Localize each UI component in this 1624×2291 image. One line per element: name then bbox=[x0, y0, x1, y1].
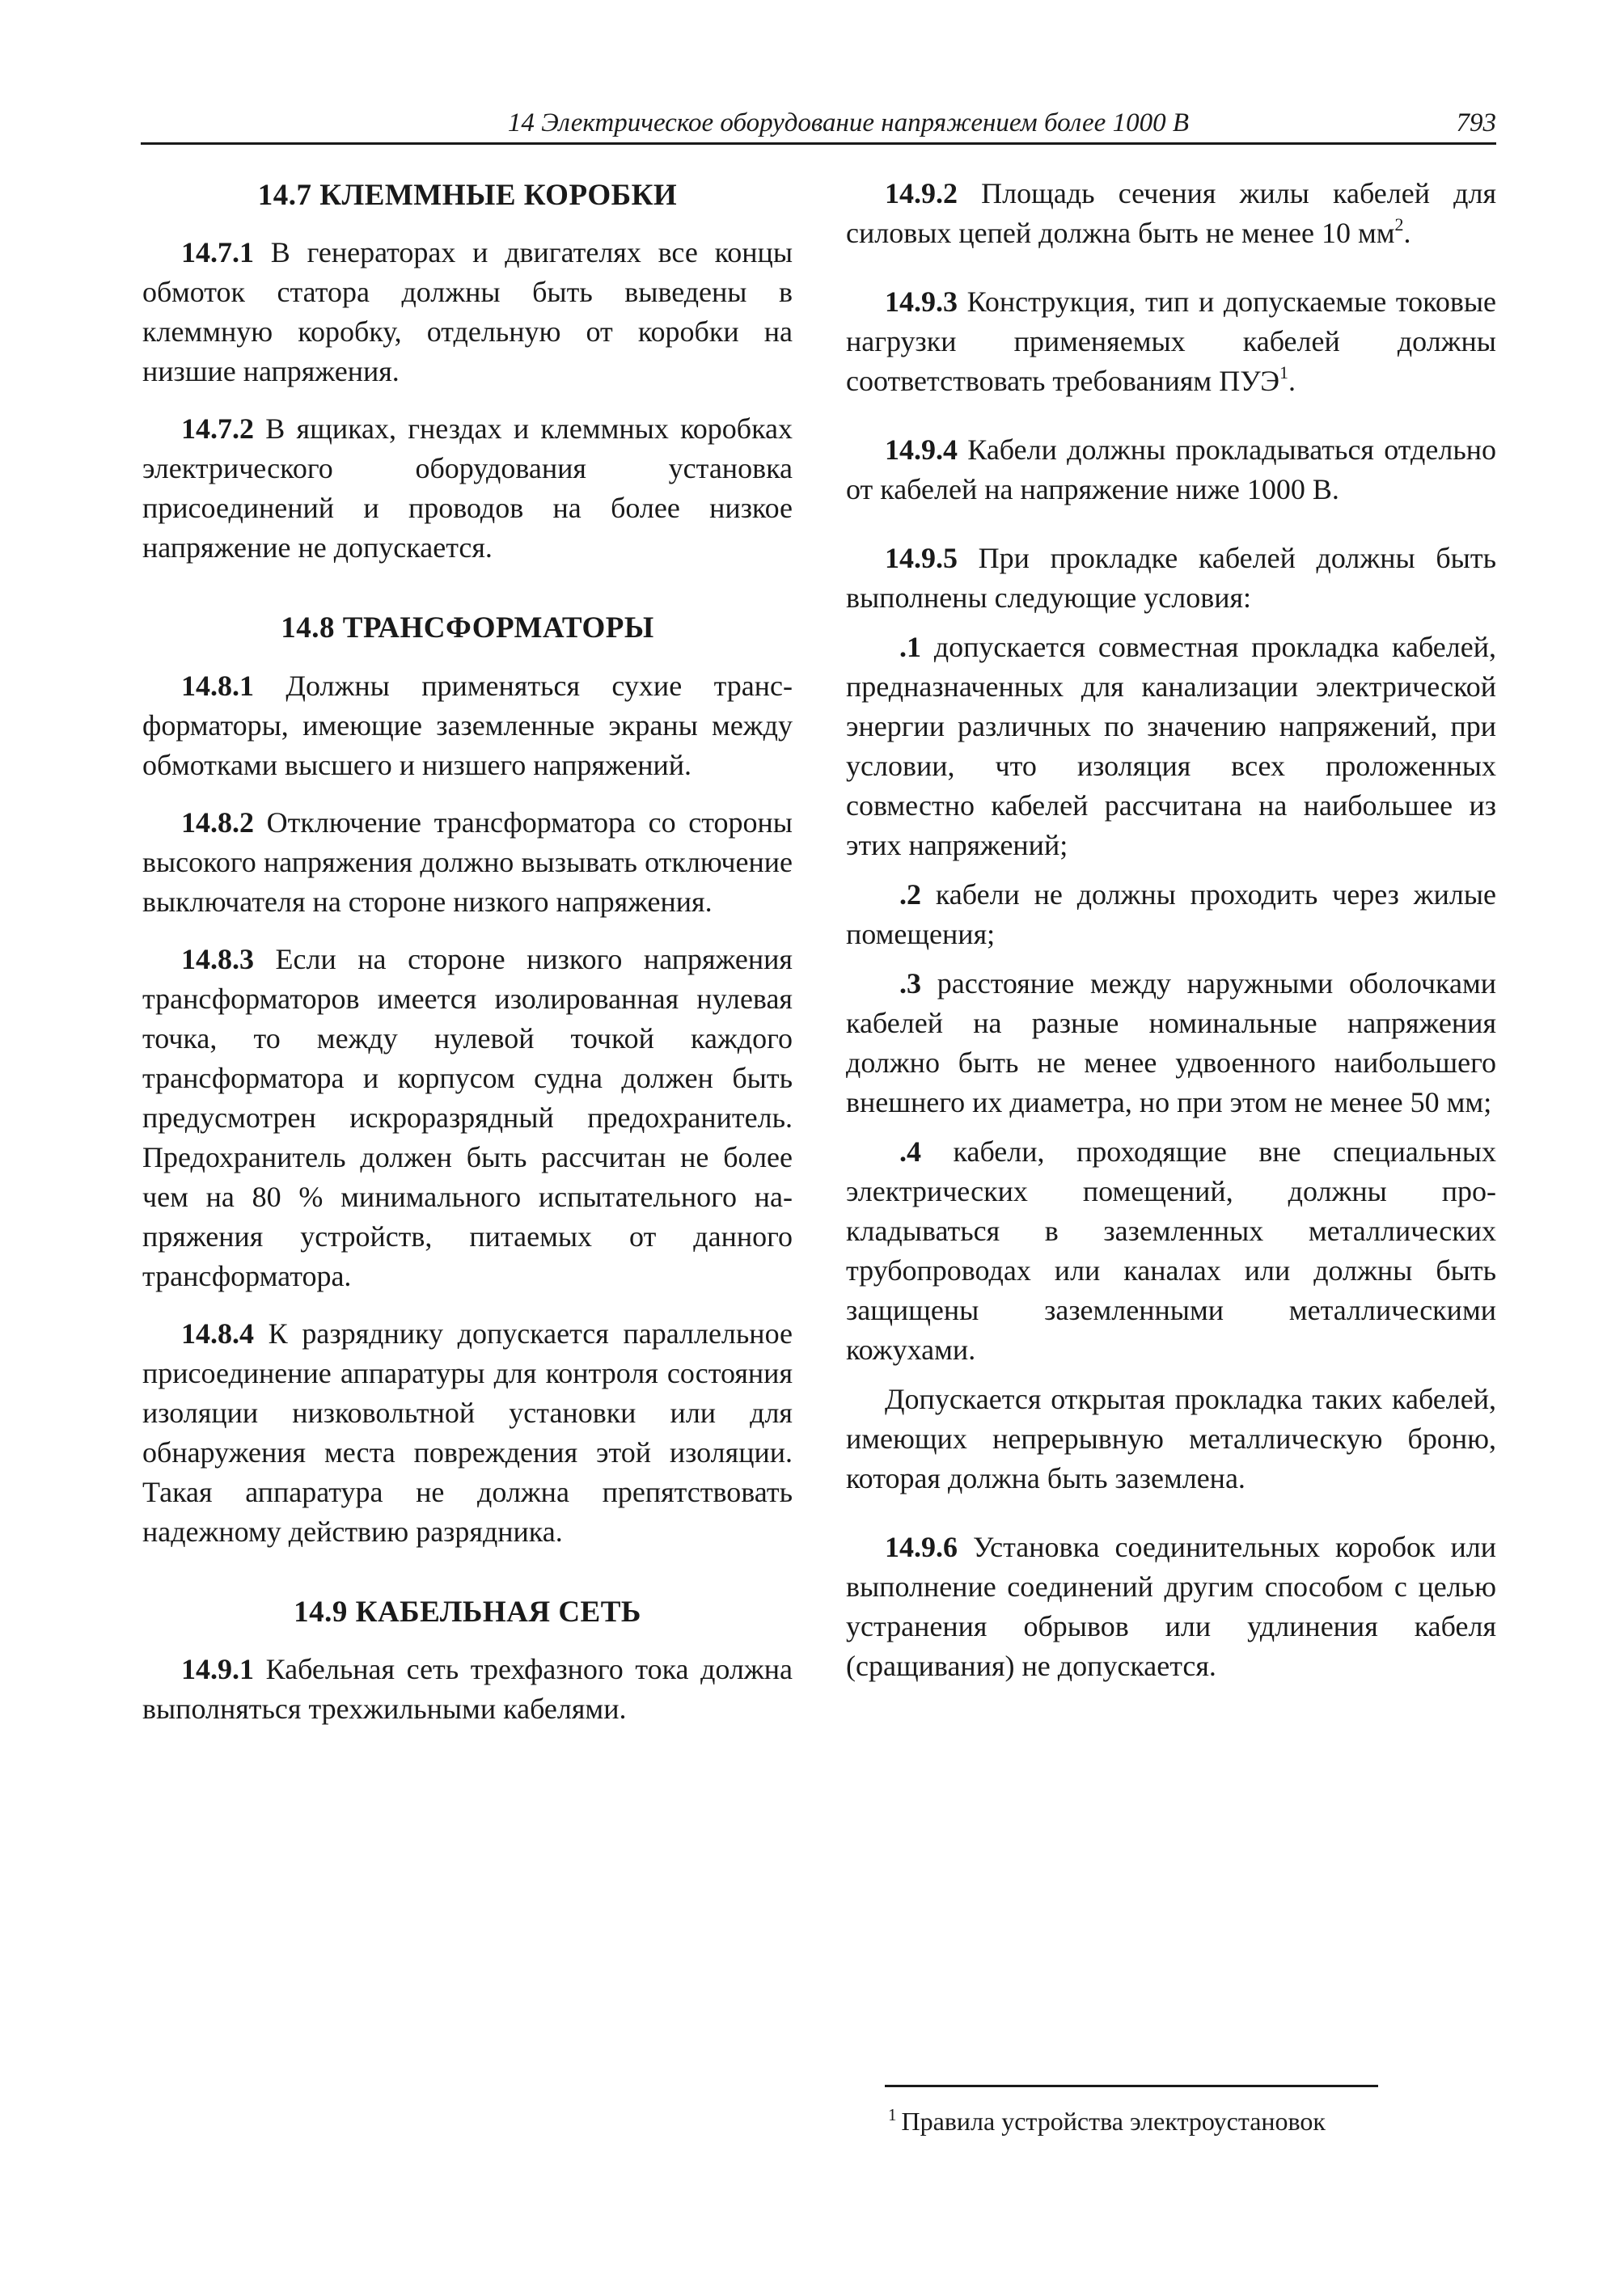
clause-text: Конструкция, тип и допускаемые токовые нагрузки применяемых кабелей должны соответствовать требованиям ПУЭ bbox=[846, 285, 1496, 397]
item-number: .2 bbox=[899, 878, 921, 911]
clause-text: В генераторах и двигателях все концы обмоток статора должны быть выведены в клеммную коробку, отдельную от коробки на низшие напряжения. bbox=[142, 236, 793, 387]
clause-14-9-6 bbox=[846, 1528, 1496, 1686]
clause-number: 14.8.3 bbox=[181, 943, 254, 975]
clause-text: Должны применяться сухие трансформаторы, имеющие заземленные экраны между обмотками высшего и низшего напряжений. bbox=[142, 670, 793, 781]
page-number: 793 bbox=[1456, 108, 1496, 137]
item-text: расстояние между наружными оболочками кабелей на разные номинальные напряжения должно быть не менее удвоенного наибольшего внешнего их диаметра, но при этом не менее 50 мм; bbox=[846, 967, 1496, 1118]
clause-text: В ящиках, гнездах и клеммных коробках электрического оборудования установка присоединений и проводов на более низкое напряжение не допускается. bbox=[142, 412, 793, 564]
clause-number: 14.7.1 bbox=[181, 236, 254, 268]
clause-14-9-4 bbox=[846, 430, 1496, 509]
clause-14-8-3 bbox=[142, 940, 793, 1296]
clause-number: 14.8.1 bbox=[181, 670, 254, 702]
clause-number: 14.9.4 bbox=[885, 433, 958, 466]
footnote-ref[interactable]: 1 bbox=[1279, 362, 1288, 383]
item-number: .4 bbox=[899, 1135, 921, 1168]
clause-tail: . bbox=[1403, 217, 1411, 249]
clause-14-7-1 bbox=[142, 233, 793, 391]
clause-number: 14.9.6 bbox=[885, 1531, 958, 1563]
section-14-7-title: 14.7 КЛЕММНЫЕ КОРОБКИ bbox=[257, 179, 678, 212]
allow-paragraph: Допускается открытая прокладка таких кабелей, имеющих непрерывную металлическую броню, которая должна быть заземлена. bbox=[846, 1383, 1496, 1494]
clause-14-7-2 bbox=[142, 409, 793, 568]
left-column bbox=[142, 174, 793, 1729]
running-header bbox=[141, 104, 1496, 145]
section-14-8-title: 14.8 ТРАНСФОРМАТОРЫ bbox=[281, 611, 654, 645]
clause-14-8-2 bbox=[142, 803, 793, 922]
clause-number: 14.9.5 bbox=[885, 542, 958, 574]
clause-14-9-1 bbox=[142, 1650, 793, 1729]
superscript: 2 bbox=[1394, 214, 1404, 235]
chapter-title: 14 Электрическое оборудование напряжением более 1000 В bbox=[507, 108, 1189, 137]
clause-number: 14.8.2 bbox=[181, 806, 254, 839]
clause-number: 14.8.4 bbox=[181, 1317, 254, 1350]
clause-number: 14.9.3 bbox=[885, 285, 958, 318]
clause-number: 14.9.1 bbox=[181, 1653, 254, 1685]
list-item-1 bbox=[846, 628, 1496, 865]
clause-text: Кабельная сеть трехфазного тока должна выполняться трехжильными кабелями. bbox=[142, 1653, 793, 1725]
item-text: кабели, проходящие вне специальных электрических помещений, должны прокладываться в заземленных металлических трубопроводах или каналах или должны быть защищены заземленными металлическими кожухами. bbox=[846, 1135, 1496, 1366]
clause-text: Площадь сечения жилы кабелей для силовых цепей должна быть не менее 10 мм bbox=[846, 177, 1496, 249]
item-number: .3 bbox=[899, 967, 921, 1000]
clause-number: 14.7.2 bbox=[181, 412, 254, 445]
clause-14-9-5 bbox=[846, 539, 1496, 618]
clause-14-8-1 bbox=[142, 666, 793, 785]
clause-text: Отключение трансформатора со стороны высокого напряжения должно вызывать отключение выключателя на стороне низкого напряжения. bbox=[142, 806, 793, 918]
clause-text: Кабели должны прокладываться отдельно от кабелей на напряжение ниже 1000 В. bbox=[846, 433, 1496, 505]
clause-14-8-4 bbox=[142, 1314, 793, 1552]
footnote-text: Правила устройства электроустановок bbox=[901, 2107, 1326, 2136]
clause-text: К разряднику допускается параллельное присоединение аппаратуры для контроля состояния изоляции низковольтной установки или для обнаружения места повреждения этой изоляции. Такая аппаратура не должна препятствовать надежному действию разрядника. bbox=[142, 1317, 793, 1548]
clause-14-9-2 bbox=[846, 174, 1496, 253]
list-item-2 bbox=[846, 875, 1496, 954]
clause-text: Если на стороне низкого напряжения трансформаторов имеется изолированная нулевая точка, то между нулевой точкой каждого трансформатора и корпусом судна должен быть предусмотрен искроразрядный предохранитель. Предохранитель должен быть рассчитан не более чем на 80 % минимального испытательного напряжения устройств, питаемых от данного трансформатора. bbox=[142, 943, 793, 1292]
item-text: допускается совместная прокладка кабелей, предназначенных для канализации электрической энергии различных по значению напряжений, при условии, что изоляция всех проложенных совместно кабелей рассчитана на наибольшее из этих напряжений; bbox=[846, 631, 1496, 861]
section-14-9-title: 14.9 КАБЕЛЬНАЯ СЕТЬ bbox=[294, 1596, 641, 1629]
right-column bbox=[846, 174, 1496, 1686]
clause-14-9-3 bbox=[846, 282, 1496, 401]
list-item-3 bbox=[846, 964, 1496, 1122]
item-text: кабели не должны проходить через жилые помещения; bbox=[846, 878, 1496, 950]
item-number: .1 bbox=[899, 631, 921, 663]
footnote-mark: 1 bbox=[888, 2105, 897, 2124]
clause-number: 14.9.2 bbox=[885, 177, 958, 209]
footnote bbox=[885, 2085, 1378, 2137]
clause-tail: . bbox=[1288, 365, 1296, 397]
clause-text: При прокладке кабелей должны быть выполнены следующие условия: bbox=[846, 542, 1496, 614]
clause-text: Установка соединительных коробок или выполнение соединений другим способом с целью устранения обрывов или удлинения кабеля (сращивания) не допускается. bbox=[846, 1531, 1496, 1682]
list-item-4 bbox=[846, 1132, 1496, 1370]
